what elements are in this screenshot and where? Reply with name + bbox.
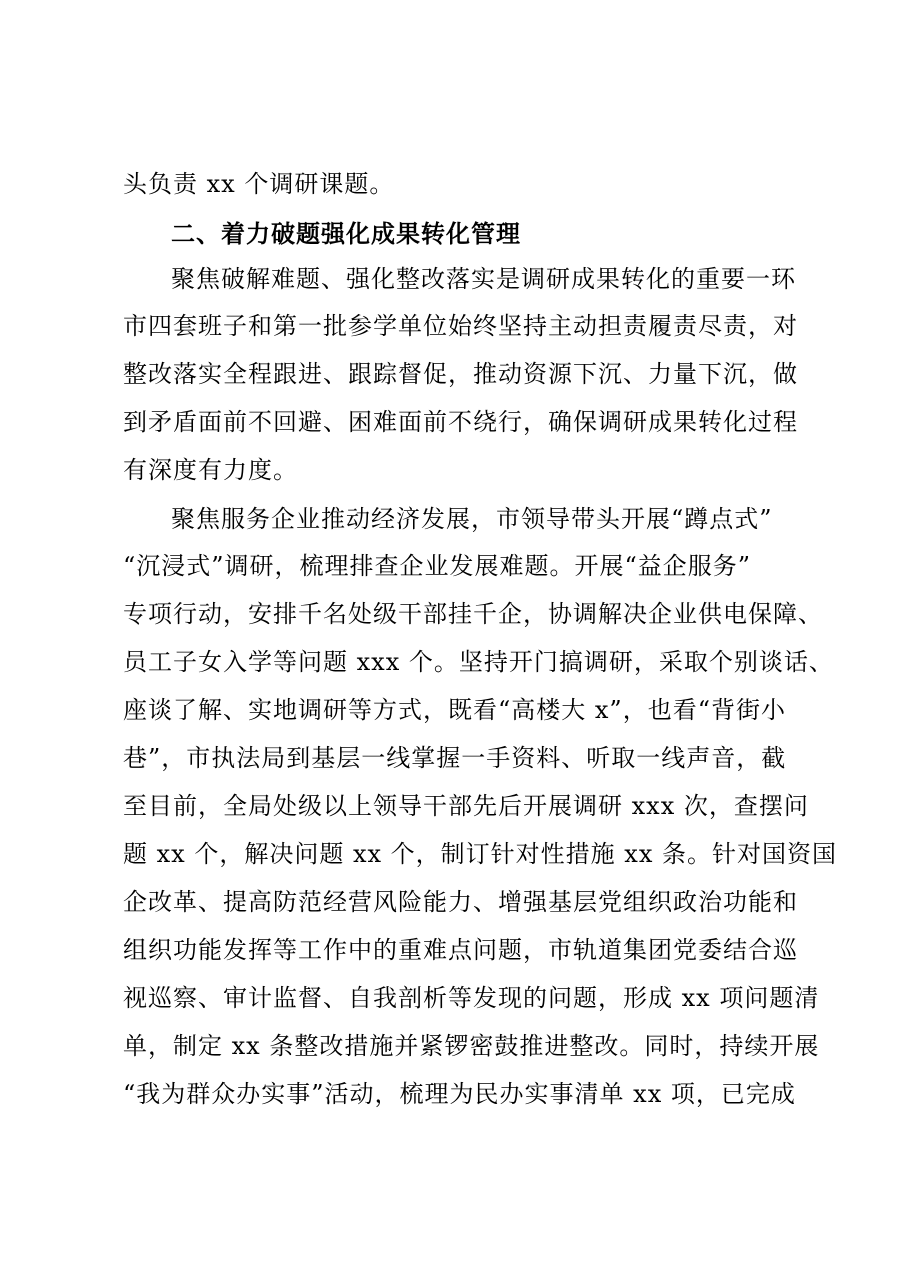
paragraph-line: 头负责 xx 个调研课题。 [123,170,395,198]
paragraph-line: “我为群众办实事”活动，梳理为民办实事清单 xx 项，已完成 [123,1080,796,1108]
paragraph-line: 视巡察、审计监督、自我剖析等发现的问题，形成 xx 项问题清 [123,984,820,1012]
paragraph-line: 巷”，市执法局到基层一线掌握一手资料、听取一线声音，截 [123,744,787,772]
paragraph-line: 座谈了解、实地调研等方式，既看“高楼大 x”，也看“背街小 [123,696,786,724]
paragraph-line: 聚焦服务企业推动经济发展，市领导带头开展“蹲点式” [171,505,773,533]
paragraph-line: “沉浸式”调研，梳理排查企业发展难题。开展“益企服务” [123,552,752,580]
paragraph-line: 市四套班子和第一批参学单位始终坚持主动担责履责尽责，对 [123,312,798,340]
paragraph-line: 企改革、提高防范经营风险能力、增强基层党组织政治功能和 [123,888,798,916]
paragraph-line: 至目前，全局处级以上领导干部先后开展调研 xxx 次，查摆问 [123,792,809,820]
paragraph-line: 到矛盾面前不回避、困难面前不绕行，确保调研成果转化过程 [123,408,798,436]
paragraph-line: 组织功能发挥等工作中的重难点问题，市轨道集团党委结合巡 [123,936,798,964]
section-heading: 二、着力破题强化成果转化管理 [171,220,521,248]
paragraph-line: 聚焦破解难题、强化整改落实是调研成果转化的重要一环 [171,265,796,293]
paragraph-line: 员工子女入学等问题 xxx 个。坚持开门搞调研，采取个别谈话、 [123,648,834,676]
paragraph-line: 专项行动，安排千名处级干部挂千企，协调解决企业供电保障、 [123,600,823,628]
paragraph-line: 整改落实全程跟进、跟踪督促，推动资源下沉、力量下沉，做 [123,360,798,388]
paragraph-line: 题 xx 个，解决问题 xx 个，制订针对性措施 xx 条。针对国资国 [123,840,837,868]
paragraph-line: 单，制定 xx 条整改措施并紧锣密鼓推进整改。同时，持续开展 [123,1032,820,1060]
paragraph-line: 有深度有力度。 [123,456,298,484]
